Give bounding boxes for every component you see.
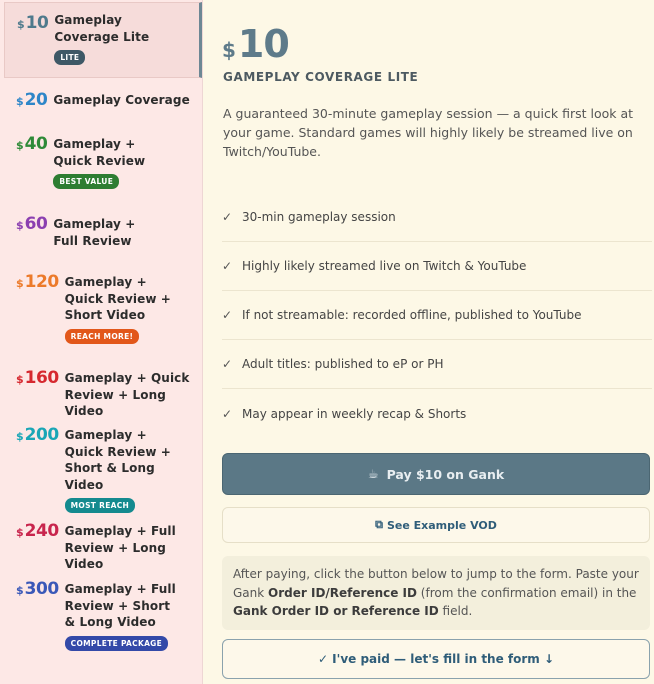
feature-item — [222, 340, 652, 389]
tier-amount: 60 — [24, 214, 48, 234]
payment-instructions — [222, 556, 650, 630]
plan-currency: $ — [222, 38, 236, 62]
tier-currency: $ — [17, 18, 25, 31]
tier-badge: MOST REACH — [65, 498, 135, 513]
tier-currency: $ — [16, 219, 24, 232]
check-icon: ✓ — [222, 308, 233, 322]
paid-button-label: ✓ I've paid — let's fill in the form ↓ — [317, 652, 555, 666]
tier-body — [65, 579, 181, 651]
tier-body — [53, 134, 173, 189]
tier-300[interactable] — [4, 579, 202, 651]
feature-text: Highly likely streamed live on Twitch & YouTube — [242, 259, 527, 273]
tier-body — [53, 90, 189, 109]
tier-120[interactable] — [4, 272, 202, 344]
tier-240[interactable] — [4, 521, 202, 573]
feature-item — [222, 242, 652, 291]
plan-description: A guaranteed 30-minute gameplay session — a quick first look at your game. Standard games will highly likely be streamed live on Twitch/YouTube. — [223, 106, 634, 159]
check-icon: ✓ — [222, 406, 233, 421]
tier-sidebar — [0, 0, 203, 684]
tier-name: Gameplay + Full Review — [53, 217, 136, 248]
tier-amount: 240 — [24, 521, 59, 541]
tier-name: Gameplay + Quick Review — [53, 137, 146, 168]
plan-amount: 10 — [237, 22, 289, 66]
tier-amount: 40 — [24, 134, 48, 154]
tier-price — [16, 214, 47, 234]
feature-item — [222, 193, 652, 242]
tier-price — [17, 13, 48, 33]
tier-name: Gameplay Coverage — [53, 93, 190, 107]
tier-price — [16, 90, 47, 110]
note-text: field. — [438, 604, 473, 618]
tier-name: Gameplay Coverage Lite — [54, 13, 150, 44]
tier-name: Gameplay + Quick Review + Short Video — [64, 275, 171, 322]
tier-amount: 160 — [24, 368, 59, 388]
tier-price — [16, 368, 59, 388]
tier-amount: 10 — [25, 13, 49, 33]
tier-amount: 20 — [24, 90, 48, 110]
tier-price — [16, 425, 59, 445]
tier-body — [54, 3, 184, 65]
tier-amount: 120 — [24, 272, 59, 292]
tier-amount: 300 — [24, 579, 59, 599]
coffee-icon: ☕ — [367, 467, 379, 481]
note-text: After paying, click the button below to jump to the form. Paste your Gank — [233, 567, 639, 600]
plan-price — [222, 22, 289, 66]
external-link-icon: ⧉ — [375, 518, 383, 531]
tier-body — [65, 368, 195, 420]
feature-text: May appear in weekly recap & Shorts — [242, 406, 467, 421]
tier-badge: LITE — [54, 50, 85, 65]
feature-list — [222, 193, 652, 438]
tier-40[interactable] — [4, 134, 202, 189]
tier-currency: $ — [16, 139, 24, 152]
tier-amount: 200 — [24, 425, 59, 445]
tier-body — [65, 272, 185, 344]
tier-currency: $ — [16, 277, 24, 290]
check-icon: ✓ — [222, 357, 233, 371]
tier-name: Gameplay + Quick Review + Long Video — [64, 371, 190, 418]
feature-item — [222, 291, 652, 340]
tier-currency: $ — [16, 584, 24, 597]
vod-button-label: See Example VOD — [386, 518, 497, 532]
plan-title: GAMEPLAY COVERAGE LITE — [223, 70, 419, 84]
tier-name: Gameplay + Quick Review + Short & Long Video — [64, 428, 171, 492]
note-highlight: Gank Order ID or Reference ID — [233, 604, 439, 618]
tier-currency: $ — [16, 373, 24, 386]
check-icon: ✓ — [222, 259, 233, 273]
tier-badge: REACH MORE! — [65, 329, 140, 344]
feature-text: If not streamable: recorded offline, published to YouTube — [242, 308, 582, 322]
tier-60[interactable] — [4, 214, 202, 249]
check-icon: ✓ — [222, 210, 233, 224]
feature-text: Adult titles: published to eP or PH — [242, 357, 444, 371]
tier-badge: COMPLETE PACKAGE — [65, 636, 168, 651]
tier-20[interactable] — [4, 90, 202, 110]
tier-badge: BEST VALUE — [53, 174, 119, 189]
tier-body — [53, 214, 163, 249]
tier-200[interactable] — [4, 425, 202, 513]
tier-currency: $ — [16, 95, 24, 108]
tier-name: Gameplay + Full Review + Long Video — [64, 524, 176, 571]
pay-on-gank-button[interactable] — [222, 453, 650, 495]
tier-price — [16, 134, 47, 154]
note-text: (from the confirmation email) in the — [416, 585, 637, 600]
tier-currency: $ — [16, 430, 24, 443]
tier-body — [65, 425, 181, 513]
tier-name: Gameplay + Full Review + Short & Long Video — [64, 582, 176, 629]
tier-currency: $ — [16, 526, 24, 539]
tier-160[interactable] — [4, 368, 202, 420]
tier-price — [16, 272, 59, 292]
feature-item — [222, 389, 652, 438]
note-highlight: Order ID/Reference ID — [268, 585, 417, 600]
tier-price — [16, 579, 59, 599]
pay-button-label: Pay $10 on Gank — [386, 466, 505, 482]
tier-body — [65, 521, 195, 573]
example-vod-button[interactable] — [222, 507, 650, 543]
ive-paid-button[interactable] — [222, 639, 650, 679]
feature-text: 30-min gameplay session — [242, 210, 396, 224]
tier-price — [16, 521, 59, 541]
plan-detail — [204, 0, 654, 684]
tier-10[interactable] — [4, 2, 202, 78]
